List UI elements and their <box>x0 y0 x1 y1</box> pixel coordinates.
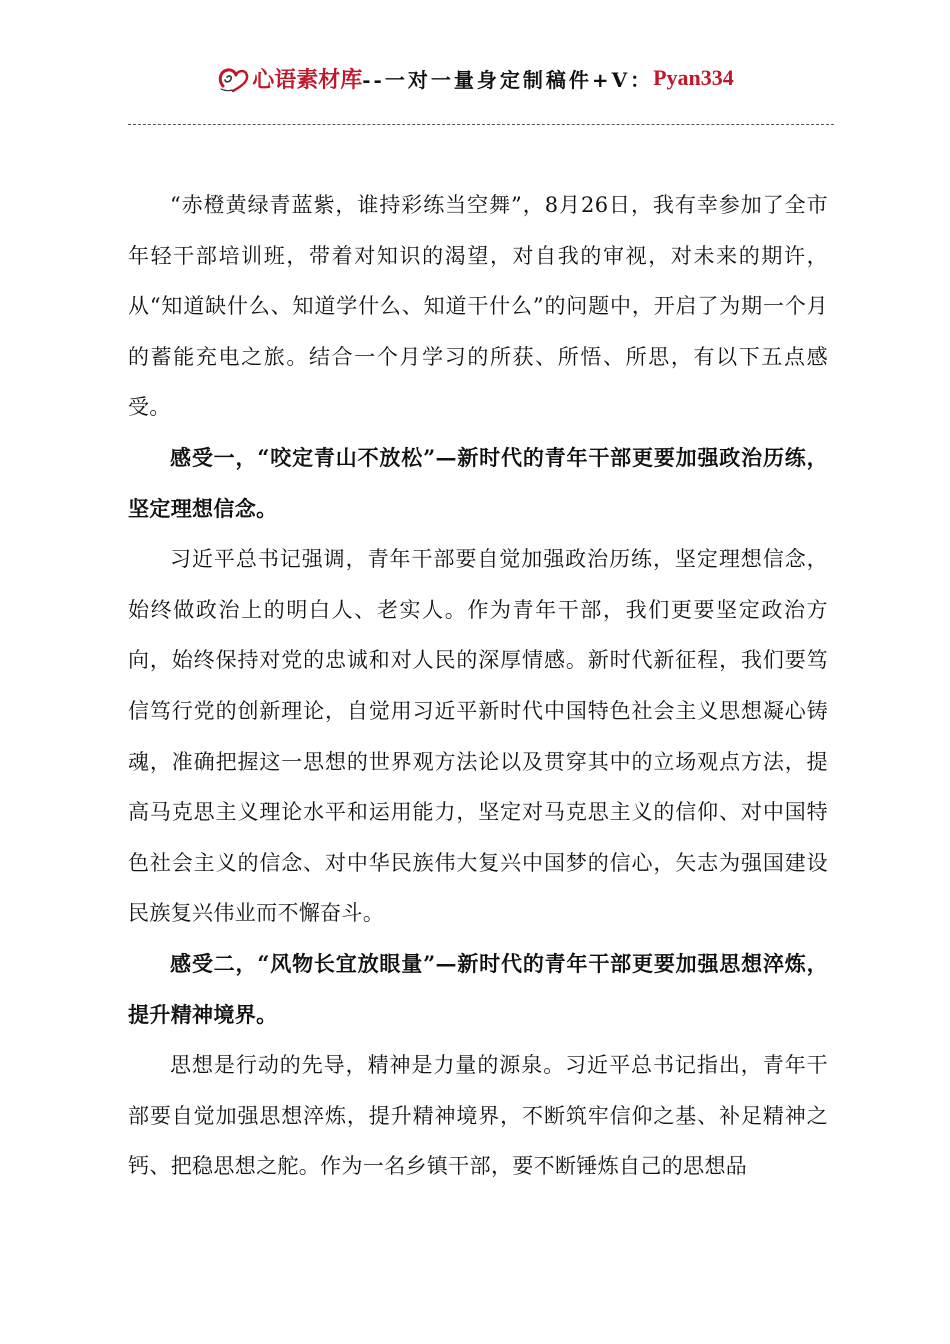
document-body <box>128 180 828 1192</box>
section-paragraph-1: 习近平总书记强调，青年干部要自觉加强政治历练，坚定理想信念，始终做政治上的明白人、老实人。作为青年干部，我们更要坚定政治方向，始终保持对党的忠诚和对人民的深厚情感。新时代新征程，我们要笃信笃行党的创新理论，自觉用习近平新时代中国特色社会主义思想凝心铸魂，准确把握这一思想的世界观方法论以及贯穿其中的立场观点方法，提高马克思主义理论水平和运用能力，坚定对马克思主义的信仰、对中国特色社会主义的信念、对中华民族伟大复兴中国梦的信心，矢志为强国建设民族复兴伟业而不懈奋斗。 <box>128 547 828 926</box>
header-divider <box>128 124 834 125</box>
intro-paragraph: “赤橙黄绿青蓝紫，谁持彩练当空舞”，8月26日，我有幸参加了全市年轻干部培训班，带着对知识的渴望，对自我的审视，对未来的期许，从“知道缺什么、知道学什么、知道干什么”的问题中，开启了为期一个月的蓄能充电之旅。结合一个月学习的所获、所悟、所思，有以下五点感受。 <box>128 193 828 420</box>
header-line <box>216 62 734 94</box>
heart-swirl-logo-icon <box>216 62 250 94</box>
section-paragraph-2: 思想是行动的先导，精神是力量的源泉。习近平总书记指出，青年干部要自觉加强思想淬炼，提升精神境界，不断筑牢信仰之基、补足精神之钙、把稳思想之舵。作为一名乡镇干部，要不断锤炼自己的思想品 <box>128 1053 828 1179</box>
header-tagline: --一对一量身定制稿件+V： <box>362 67 654 92</box>
brand-name: 心语素材库 <box>252 66 363 93</box>
header-contact-id: Pyan334 <box>653 65 734 90</box>
section-heading-1: 感受一，“咬定青山不放松”—新时代的青年干部更要加强政治历练，坚定理想信念。 <box>128 444 828 521</box>
section-heading-2: 感受二，“风物长宜放眼量”—新时代的青年干部更要加强思想淬炼，提升精神境界。 <box>128 950 828 1027</box>
page-header <box>0 62 950 99</box>
